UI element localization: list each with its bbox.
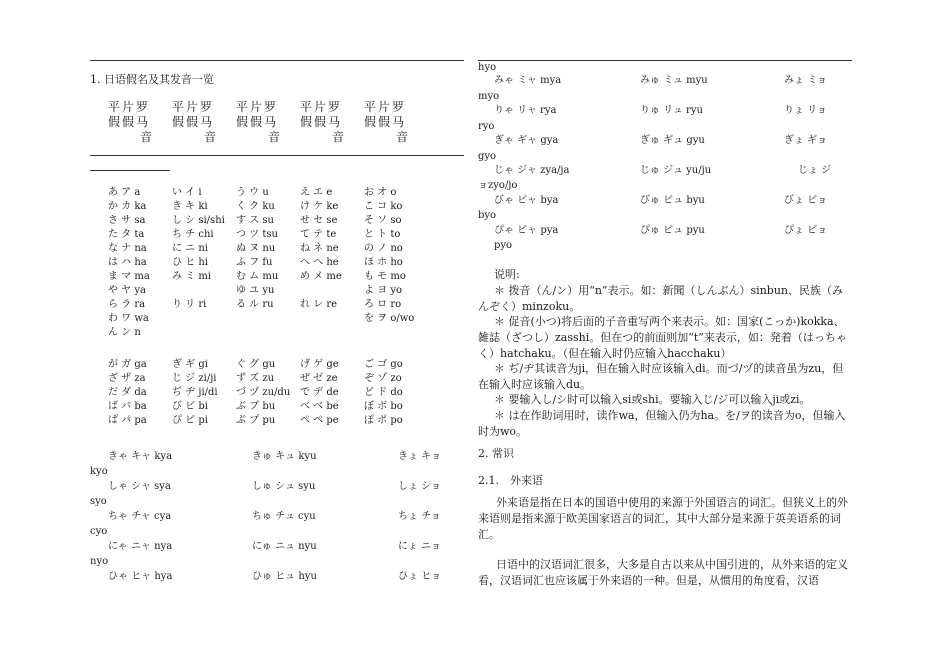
header-cell: 音 [268,130,281,144]
table-cell: に ニ ni [172,243,208,254]
table-cell: き キ ki [172,201,208,212]
left-top-rule [90,60,464,61]
table-cell: た タ ta [108,229,145,240]
table-cell: だ ダ da [108,387,147,398]
table-cell: ど ド do [364,387,403,398]
table-row [494,74,844,88]
table-cell: ぽ ポ po [364,415,403,426]
table-cell: あ ア a [108,187,141,198]
table-cell: へ ヘ he [300,257,339,268]
table-cell: ろ ロ ro [364,299,402,310]
section-2-title: 2. 常识 [478,447,514,460]
table-cell: す ス su [236,215,274,226]
table-cell: ら ラ ra [108,299,146,310]
romaji-spill: myo [478,91,500,102]
header-cell: 音 [140,130,153,144]
table-cell: みゅ ミュ myu [640,75,708,86]
table-cell: ぴゃ ピャ pya [494,225,559,236]
table-cell: の ノ no [364,243,403,254]
table-cell: り リ ri [172,299,207,310]
table-cell: ぎょ ギョ [784,135,828,146]
table-cell: ちょ チョ [398,511,441,522]
table-cell: ぬ ヌ nu [236,243,276,254]
table-cell: ん ン n [108,327,141,338]
table-cell: て テ te [300,229,337,240]
table-cell: ちゅ チュ cyu [252,511,316,522]
table-cell: ご ゴ go [364,359,403,370]
table-cell: じょ ジ [798,165,832,176]
table-cell: ぜ ゼ ze [300,373,338,384]
table-cell: きゅ キュ kyu [252,451,317,462]
romaji-spill: nyo [90,556,109,567]
header-cell: 音 [396,130,409,144]
romaji-spill: cyo [90,526,108,537]
table-cell: こ コ ko [364,201,403,212]
table-cell: りゅ リュ ryu [640,105,703,116]
table-cell: ず ズ zu [236,373,275,384]
romaji-spill: kyo [90,466,108,477]
notes-title: 说明: [494,268,520,281]
short-rule [90,170,170,171]
table-cell: ぴょ ピョ [784,225,828,236]
table-cell: る ル ru [236,299,274,310]
table-cell: か カ ka [108,201,147,212]
header-cell: 平片罗 [364,100,407,114]
table-cell: が ガ ga [108,359,147,370]
table-cell: ぞ ゾ zo [364,373,402,384]
header-cell: 假假马 [236,115,279,129]
header-cell: 平片罗 [172,100,215,114]
table-cell: と ト to [364,229,401,240]
paragraph: 日语中的汉语词汇很多，大多是自古以来从中国引进的，从外来语的定义看，汉语词汇也应该属于外来语的一种。但是，从惯用的角度看，汉语 [478,558,848,587]
table-row [108,510,448,524]
table-cell: げ ゲ ge [300,359,339,370]
table-cell: よ ヨ yo [364,285,403,296]
section-title: 1. 日语假名及其发音一览 [90,73,214,86]
header-cell: 假假马 [172,115,215,129]
header-bottom-rule [90,155,464,156]
header-cell: 平片罗 [236,100,279,114]
table-cell: を ヲ o/wo [364,313,415,324]
table-row [494,164,844,178]
table-cell: べ ベ be [300,401,339,412]
table-row [108,570,448,584]
header-cell: 假假马 [108,115,151,129]
table-cell: そ ソ so [364,215,402,226]
romaji-spill: hyo [478,62,497,73]
table-cell: みゃ ミャ mya [494,75,562,86]
table-cell: は ハ ha [108,257,147,268]
table-cell: りゃ リャ rya [494,105,557,116]
table-cell: しょ ショ [398,481,441,492]
table-cell: ま マ ma [108,271,150,282]
table-cell: ひ ヒ hi [172,257,208,268]
table-cell: ぴ ピ pi [172,415,208,426]
table-cell: びゅ ビュ byu [640,195,705,206]
romaji-spill: byo [478,210,497,221]
table-cell: ほ ホ ho [364,257,403,268]
romaji-spill: ryo [478,121,495,132]
romaji-spill: syo [90,496,107,507]
table-cell: う ウ u [236,187,269,198]
table-cell: や ヤ ya [108,285,146,296]
table-row [108,480,448,494]
table-cell: つ ツ tsu [236,229,278,240]
table-cell: ぎゅ ギュ gyu [640,135,705,146]
table-cell: め メ me [300,271,342,282]
table-cell: にゅ ニュ nyu [252,541,317,552]
romaji-spill: pyo [494,240,513,251]
table-cell: しゃ シャ sya [108,481,171,492]
table-cell: びょ ビョ [784,195,828,206]
table-cell: ぐ グ gu [236,359,276,370]
header-cell: 假假马 [300,115,343,129]
table-cell: じゅ ジュ yu/ju [640,165,712,176]
table-row [494,134,844,148]
table-cell: ぶ ブ bu [236,401,276,412]
table-cell: ひゃ ヒャ hya [108,571,173,582]
header-cell: 假假马 [364,115,407,129]
table-cell: きゃ キャ kya [108,451,173,462]
table-cell: わ ワ wa [108,313,149,324]
table-cell: ひょ ヒョ [398,571,442,582]
table-cell: びゃ ビャ bya [494,195,559,206]
table-cell: ば バ ba [108,401,147,412]
note-item: ＊ 促音(小つ)将后面的子音重写两个来表示。如：国家(こっか)kokka、雑誌（ざつし）zasshi。但在つ的前面则加“t”来表示，如：発着（はっちゃく）hatchaku。（但在输入时仍应输入hacchaku） [478,315,847,360]
note-item: ＊ は在作助词用时，读作wa，但输入仍为ha。を/ヲ的读音为o，但输入时为wo。 [478,409,846,438]
table-row [108,450,448,464]
table-cell: ぺ ペ pe [300,415,339,426]
table-cell: にゃ ニャ nya [108,541,173,552]
table-cell: ね ネ ne [300,243,339,254]
table-cell: づ ヅ zu/du [236,387,291,398]
table-cell: しゅ シュ syu [252,481,316,492]
paragraph: 外来语是指在日本的国语中使用的来源于外国语言的词汇。但狭义上的外来语则是指来源于欧美国家语言的词汇，其中大部分是来源于英美语系的词汇。 [478,496,848,541]
table-cell: ぱ パ pa [108,415,147,426]
table-row [494,224,844,238]
table-cell: し シ si/shi [172,215,225,226]
table-cell: ゆ ユ yu [236,285,275,296]
table-row [108,540,448,554]
table-cell: ぷ プ pu [236,415,276,426]
table-cell: みょ ミョ [784,75,827,86]
note-item: ＊ 要输入し/シ时可以输入si或shi。要输入じ/ジ可以输入ji或zi。 [494,393,811,406]
table-cell: も モ mo [364,271,406,282]
table-cell: ぢ ヂ ji/di [172,387,218,398]
table-cell: け ケ ke [300,201,339,212]
table-cell: きょ キョ [398,451,442,462]
right-top-rule [478,60,852,61]
table-cell: ぼ ボ bo [364,401,403,412]
table-cell: せ セ se [300,215,338,226]
header-cell: 音 [204,130,217,144]
header-cell: 音 [332,130,345,144]
table-cell: れ レ re [300,299,338,310]
table-cell: え エ e [300,187,333,198]
romaji-spill: ョzyo/jo [478,180,518,191]
table-cell: さ サ sa [108,215,146,226]
table-cell: にょ ニョ [398,541,441,552]
note-item: ＊ 拨音（ん/ン）用“n”表示。如：新聞（しんぶん）sinbun、民族（みんぞく）minzoku。 [478,284,843,313]
note-item: ＊ ぢ/ヂ其读音为ji，但在输入时应该输入di。而づ/ヅ的读音虽为zu，但在输入时应该输入du。 [478,362,844,391]
header-cell: 平片罗 [108,100,151,114]
table-cell: じゃ ジャ zya/ja [494,165,570,176]
table-cell: で デ de [300,387,339,398]
table-cell: ぴゅ ピュ pyu [640,225,705,236]
table-cell: び ビ bi [172,401,208,412]
table-cell: ちゃ チャ cya [108,511,172,522]
table-cell: ぎ ギ gi [172,359,208,370]
table-cell: ち チ chi [172,229,214,240]
table-cell: ざ ザ za [108,373,146,384]
romaji-spill: gyo [478,151,497,162]
table-cell: な ナ na [108,243,147,254]
table-cell: み ミ mi [172,271,212,282]
table-cell: お オ o [364,187,397,198]
table-cell: い イ i [172,187,202,198]
table-cell: ぎゃ ギャ gya [494,135,559,146]
table-cell: む ム mu [236,271,279,282]
table-cell: ひゅ ヒュ hyu [252,571,317,582]
table-cell: ふ フ fu [236,257,273,268]
section-2-1-title: 2.1. 外来语 [478,474,543,487]
table-cell: じ ジ zi/ji [172,373,217,384]
table-row [494,104,844,118]
table-cell: く ク ku [236,201,275,212]
table-cell: りょ リョ [784,105,827,116]
table-row [494,194,844,208]
header-cell: 平片罗 [300,100,343,114]
